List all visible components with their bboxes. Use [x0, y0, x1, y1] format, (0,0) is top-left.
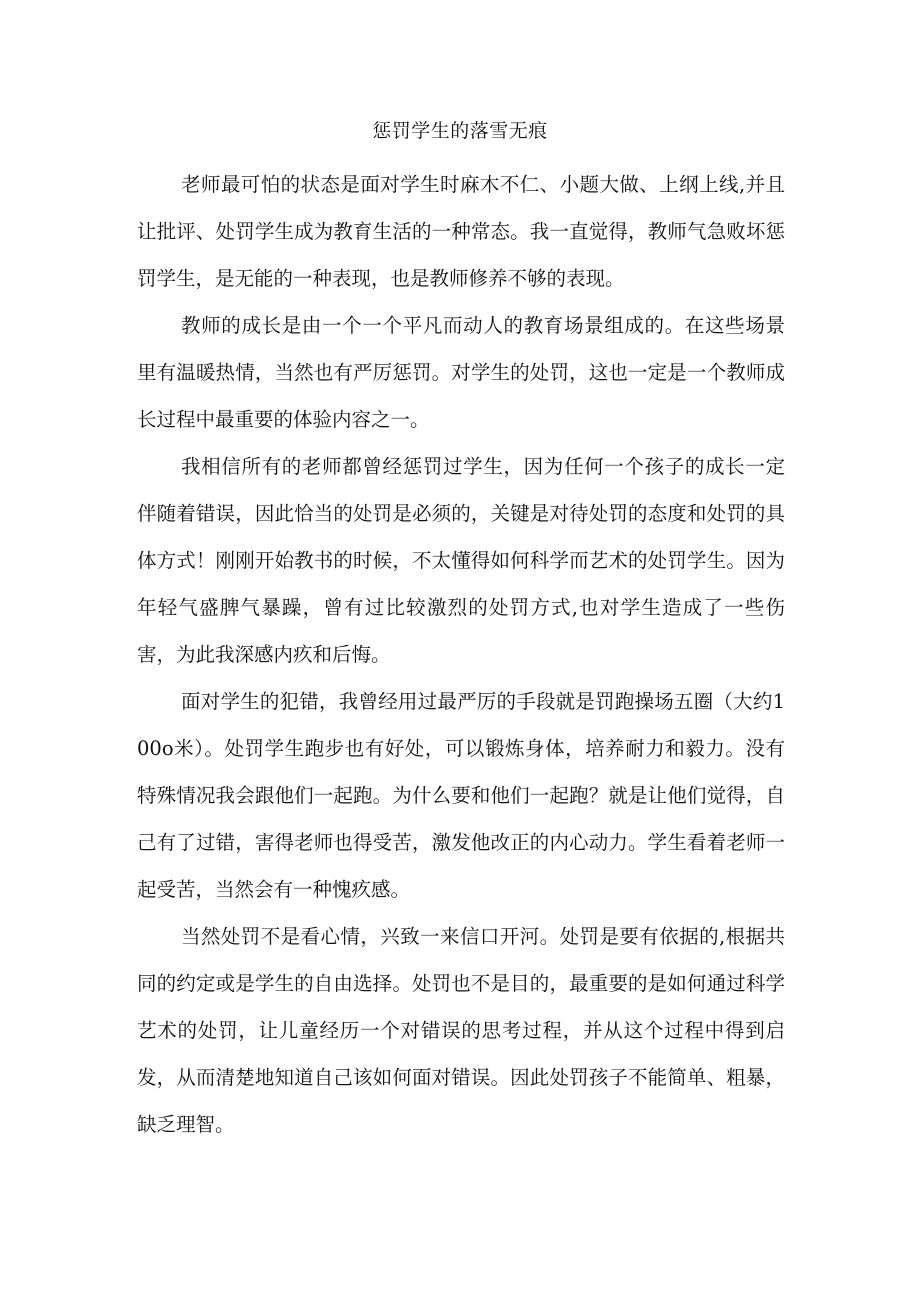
paragraph-3: 我相信所有的老师都曾经惩罚过学生，因为任何一个孩子的成长一定伴随着错误，因此恰当的处罚是必须的，关键是对待处罚的态度和处罚的具体方式！刚刚开始教书的时候，不太懂得如何科学而艺术的处罚学生。因为年轻气盛脾气暴躁，曾有过比较激烈的处罚方式,也对学生造成了一些伤害，为此我深感内疚和后悔。	[137, 455, 785, 666]
paragraph-2: 教师的成长是由一个一个平凡而动人的教育场景组成的。在这些场景里有温暖热情，当然也有严厉惩罚。对学生的处罚，这也一定是一个教师成长过程中最重要的体验内容之一。	[137, 314, 785, 431]
document-title: 惩罚学生的落雪无痕	[372, 120, 548, 142]
document-body	[137, 161, 785, 1148]
paragraph-4: 面对学生的犯错，我曾经用过最严厉的手段就是罚跑操场五圈（大约100o米）。处罚学生跑步也有好处，可以锻炼身体，培养耐力和毅力。没有特殊情况我会跟他们一起跑。为什么要和他们一起跑？就是让他们觉得，自己有了过错，害得老师也得受苦，激发他改正的内心动力。学生看着老师一起受苦，当然会有一种愧疚感。	[137, 690, 785, 901]
paragraph-1: 老师最可怕的状态是面对学生时麻木不仁、小题大做、上纲上线,并且让批评、处罚学生成为教育生活的一种常态。我一直觉得，教师气急败坏惩罚学生，是无能的一种表现，也是教师修养不够的表现。	[137, 173, 785, 290]
paragraph-5: 当然处罚不是看心情，兴致一来信口开河。处罚是要有依据的,根据共同的约定或是学生的自由选择。处罚也不是目的，最重要的是如何通过科学艺术的处罚，让儿童经历一个对错误的思考过程，并从这个过程中得到启发，从而清楚地知道自己该如何面对错误。因此处罚孩子不能简单、粗暴，缺乏理智。	[137, 925, 785, 1136]
